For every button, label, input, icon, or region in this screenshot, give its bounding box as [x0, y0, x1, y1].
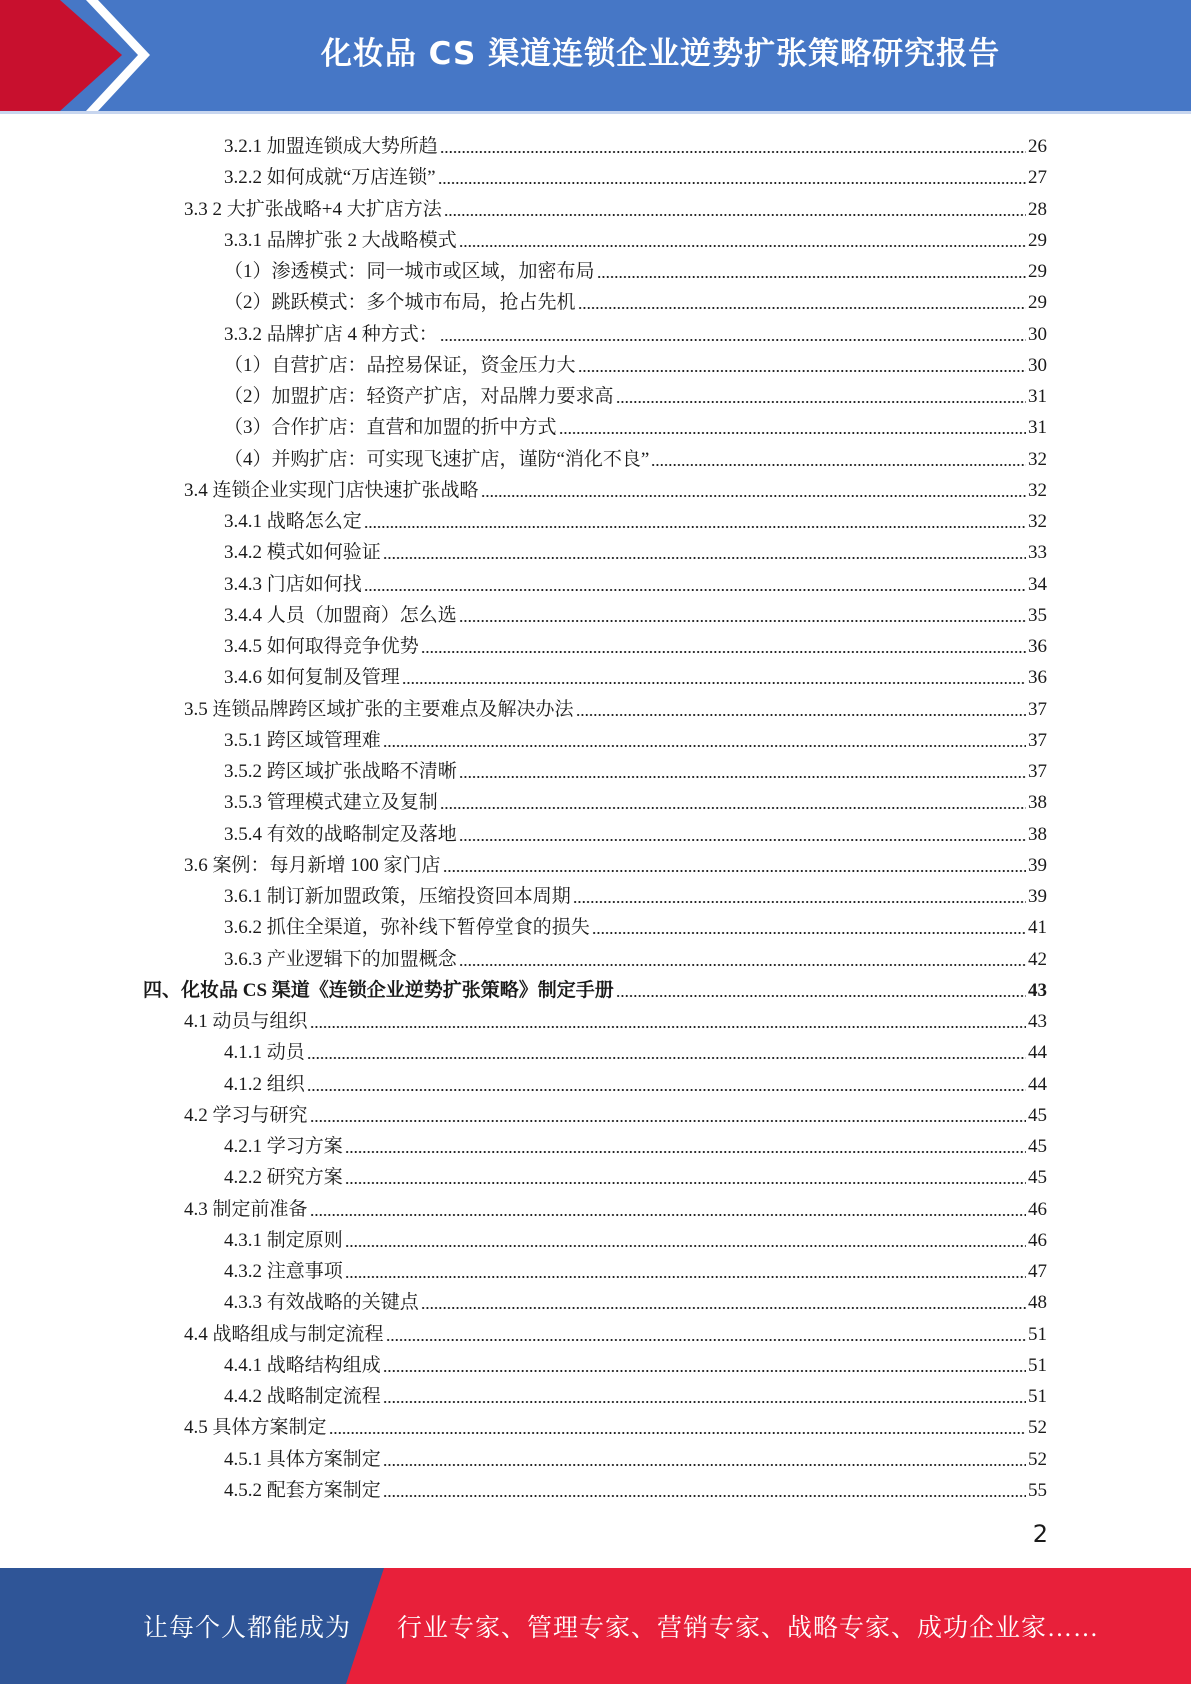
toc-entry[interactable]: [143, 971, 1047, 1002]
toc-entry[interactable]: [224, 1033, 1047, 1064]
toc-dot-leader: [307, 1056, 1026, 1060]
toc-dot-leader: [440, 150, 1026, 154]
toc-entry-page: 32: [1028, 448, 1047, 470]
toc-dot-leader: [481, 494, 1026, 498]
toc-entry-page: 36: [1028, 636, 1047, 657]
toc-dot-leader: [310, 1119, 1026, 1123]
toc-entry-page: 36: [1028, 667, 1047, 689]
toc-dot-leader: [440, 806, 1026, 810]
toc-entry-title: 3.3.2 品牌扩店 4 种方式：: [224, 323, 438, 345]
page-header: [0, 0, 1191, 114]
toc-dot-leader: [307, 1088, 1026, 1092]
toc-entry-title: 3.2.2 如何成就“万店连锁”: [224, 167, 436, 189]
toc-entry-title: 4.5 具体方案制定: [184, 1417, 327, 1439]
toc-dot-leader: [592, 931, 1026, 935]
toc-entry[interactable]: [184, 1408, 1047, 1439]
toc-entry-title: 4.5.2 配套方案制定: [224, 1479, 381, 1501]
toc-entry[interactable]: [184, 190, 1047, 221]
toc-dot-leader: [578, 369, 1026, 373]
toc-entry-page: 41: [1028, 917, 1047, 939]
toc-entry[interactable]: [224, 1440, 1047, 1471]
toc-entry[interactable]: [224, 1283, 1047, 1314]
toc-entry-title: 4.2.1 学习方案: [224, 1136, 343, 1157]
footer-slogan-right: 行业专家、管理专家、营销专家、战略专家、成功企业家……: [397, 1615, 1100, 1642]
toc-entry-title: 3.5.3 管理模式建立及复制: [224, 792, 438, 814]
toc-entry-page: 45: [1028, 1104, 1047, 1126]
toc-entry[interactable]: [224, 627, 1047, 658]
toc-entry-title: 4.1.1 动员: [224, 1042, 305, 1064]
toc-entry-page: 39: [1028, 854, 1047, 876]
toc-entry-page: 28: [1028, 198, 1047, 220]
toc-entry-title: 4.2 学习与研究: [184, 1104, 308, 1126]
toc-entry-title: 3.4.6 如何复制及管理: [224, 667, 400, 689]
toc-entry[interactable]: [224, 1065, 1047, 1096]
toc-entry-page: 44: [1028, 1042, 1047, 1064]
toc-dot-leader: [383, 1463, 1026, 1467]
toc-entry[interactable]: [224, 783, 1047, 814]
toc-entry-title: 4.3.3 有效战略的关键点: [224, 1292, 419, 1314]
toc-entry-title: 4.1.2 组织: [224, 1073, 305, 1095]
toc-entry-page: 30: [1028, 354, 1047, 376]
toc-dot-leader: [576, 713, 1026, 717]
toc-entry-title: 3.5.4 有效的战略制定及落地: [224, 823, 457, 845]
toc-dot-leader: [459, 244, 1026, 248]
toc-dot-leader: [329, 1431, 1026, 1435]
toc-entry[interactable]: [224, 127, 1047, 158]
toc-dot-leader: [559, 431, 1026, 435]
toc-entry-title: 3.3 2 大扩张战略+4 大扩店方法: [184, 198, 442, 220]
document-title: 化妆品 CS 渠道连锁企业逆势扩张策略研究报告: [320, 35, 1001, 72]
toc-entry-page: 37: [1028, 698, 1047, 720]
toc-entry[interactable]: [224, 283, 1047, 314]
page-number: 2: [1032, 1520, 1048, 1548]
toc-entry-page: 45: [1028, 1136, 1047, 1157]
toc-entry[interactable]: [224, 502, 1047, 533]
toc-entry-title: （4）并购扩店：可实现飞速扩店，谨防“消化不良”: [224, 448, 650, 470]
toc-dot-leader: [421, 650, 1026, 654]
toc-entry-title: 3.3.1 品牌扩张 2 大战略模式: [224, 229, 457, 251]
toc-dot-leader: [443, 869, 1026, 873]
toc-dot-leader: [459, 619, 1026, 623]
toc-entry-page: 33: [1028, 542, 1047, 564]
toc-dot-leader: [459, 775, 1026, 779]
toc-entry-page: 42: [1028, 948, 1047, 970]
toc-entry-title: 3.5.2 跨区域扩张战略不清晰: [224, 761, 457, 782]
toc-entry-title: 3.6 案例：每月新增 100 家门店: [184, 854, 441, 876]
toc-entry[interactable]: [224, 1377, 1047, 1408]
toc-dot-leader: [345, 1150, 1026, 1154]
toc-entry-title: （1）渗透模式：同一城市或区域，加密布局: [224, 261, 595, 282]
toc-entry[interactable]: [184, 1002, 1047, 1033]
toc-entry-title: 4.4 战略组成与制定流程: [184, 1323, 384, 1345]
toc-entry-title: 4.2.2 研究方案: [224, 1167, 343, 1189]
toc-entry[interactable]: [224, 1221, 1047, 1252]
toc-dot-leader: [651, 463, 1026, 467]
toc-entry-page: 45: [1028, 1167, 1047, 1189]
toc-entry-title: 3.6.2 抓住全渠道，弥补线下暂停堂食的损失: [224, 917, 590, 939]
toc-entry-page: 32: [1028, 479, 1047, 501]
toc-entry[interactable]: [224, 377, 1047, 408]
toc-entry-title: 4.4.1 战略结构组成: [224, 1354, 381, 1376]
toc-entry-page: 35: [1028, 604, 1047, 626]
toc-dot-leader: [597, 275, 1026, 279]
toc-entry-title: 3.4.4 人员（加盟商）怎么选: [224, 604, 457, 626]
toc-entry-page: 48: [1028, 1292, 1047, 1314]
toc-dot-leader: [383, 556, 1026, 560]
toc-entry[interactable]: [224, 752, 1047, 783]
toc-dot-leader: [440, 338, 1026, 342]
toc-entry-page: 46: [1028, 1229, 1047, 1251]
toc-entry-page: 39: [1028, 886, 1047, 907]
toc-dot-leader: [438, 181, 1026, 185]
toc-entry[interactable]: [224, 408, 1047, 439]
toc-entry[interactable]: [224, 1346, 1047, 1377]
toc-entry-page: 26: [1028, 136, 1047, 157]
toc-entry-title: 3.4.1 战略怎么定: [224, 511, 362, 532]
toc-entry[interactable]: [184, 1315, 1047, 1346]
toc-entry-page: 30: [1028, 323, 1047, 345]
toc-entry-page: 29: [1028, 261, 1047, 282]
toc-entry-title: 4.1 动员与组织: [184, 1011, 308, 1032]
toc-dot-leader: [578, 306, 1026, 310]
toc-entry-title: 3.6.3 产业逻辑下的加盟概念: [224, 948, 457, 970]
toc-entry[interactable]: [224, 1127, 1047, 1158]
toc-entry[interactable]: [184, 690, 1047, 721]
toc-entry-page: 51: [1028, 1354, 1047, 1376]
toc-entry[interactable]: [224, 658, 1047, 689]
toc-dot-leader: [383, 1369, 1026, 1373]
toc-entry[interactable]: [224, 158, 1047, 189]
toc-entry-page: 37: [1028, 729, 1047, 751]
toc-entry[interactable]: [224, 1158, 1047, 1189]
toc-entry[interactable]: [224, 877, 1047, 908]
toc-dot-leader: [364, 588, 1026, 592]
toc-entry-page: 52: [1028, 1448, 1047, 1470]
footer-slogan-left: 让每个人都能成为: [143, 1615, 352, 1642]
toc-entry-title: 四、化妆品 CS 渠道《连锁企业逆势扩张策略》制定手册: [143, 979, 614, 1001]
toc-dot-leader: [364, 525, 1026, 529]
toc-entry[interactable]: [224, 565, 1047, 596]
toc-entry[interactable]: [184, 846, 1047, 877]
toc-entry-title: 3.2.1 加盟连锁成大势所趋: [224, 136, 438, 157]
toc-entry[interactable]: [184, 1096, 1047, 1127]
toc-entry-title: 4.3.2 注意事项: [224, 1261, 343, 1282]
toc-entry-title: 3.4.3 门店如何找: [224, 573, 362, 595]
toc-entry-title: 3.4 连锁企业实现门店快速扩张战略: [184, 479, 479, 501]
toc-entry-page: 52: [1028, 1417, 1047, 1439]
toc-entry-title: 3.5.1 跨区域管理难: [224, 729, 381, 751]
toc-entry-page: 51: [1028, 1386, 1047, 1407]
toc-entry-page: 29: [1028, 292, 1047, 314]
header-arrow-graphic: [0, 0, 160, 111]
toc-entry[interactable]: [224, 721, 1047, 752]
toc-entry-title: 4.3 制定前准备: [184, 1198, 308, 1220]
toc-entry[interactable]: [224, 315, 1047, 346]
toc-entry-page: 38: [1028, 823, 1047, 845]
toc-entry-page: 27: [1028, 167, 1047, 189]
toc-entry[interactable]: [184, 1190, 1047, 1221]
toc-dot-leader: [345, 1181, 1026, 1185]
toc-entry[interactable]: [224, 908, 1047, 939]
toc-entry-title: 3.6.1 制订新加盟政策，压缩投资回本周期: [224, 886, 571, 907]
toc-dot-leader: [383, 744, 1026, 748]
toc-entry-title: 3.4.2 模式如何验证: [224, 542, 381, 564]
toc-entry-page: 47: [1028, 1261, 1047, 1282]
toc-dot-leader: [444, 213, 1026, 217]
toc-entry-page: 43: [1028, 1011, 1047, 1032]
toc-dot-leader: [383, 1494, 1026, 1498]
toc-entry-title: （1）自营扩店：品控易保证，资金压力大: [224, 354, 576, 376]
toc-entry-page: 37: [1028, 761, 1047, 782]
toc-dot-leader: [616, 994, 1026, 998]
toc-entry-page: 32: [1028, 511, 1047, 532]
toc-entry[interactable]: [224, 440, 1047, 471]
page-footer: [0, 1568, 1191, 1684]
toc-entry[interactable]: [224, 533, 1047, 564]
toc-entry[interactable]: [184, 471, 1047, 502]
toc-dot-leader: [345, 1275, 1026, 1279]
toc-entry-page: 38: [1028, 792, 1047, 814]
toc-entry-page: 29: [1028, 229, 1047, 251]
toc-entry-title: 3.4.5 如何取得竞争优势: [224, 636, 419, 657]
toc-entry[interactable]: [224, 346, 1047, 377]
toc-dot-leader: [459, 838, 1026, 842]
toc-entry-page: 55: [1028, 1479, 1047, 1501]
toc-entry-page: 44: [1028, 1073, 1047, 1095]
toc-dot-leader: [386, 1338, 1026, 1342]
toc-entry-title: （2）跳跃模式：多个城市布局，抢占先机: [224, 292, 576, 314]
toc-entry[interactable]: [224, 1252, 1047, 1283]
toc-entry[interactable]: [224, 252, 1047, 283]
toc-entry-page: 31: [1028, 417, 1047, 439]
toc-entry-title: 3.5 连锁品牌跨区域扩张的主要难点及解决办法: [184, 698, 574, 720]
toc-entry-title: 4.4.2 战略制定流程: [224, 1386, 381, 1407]
toc-entry-page: 43: [1028, 979, 1047, 1001]
toc-entry-page: 34: [1028, 573, 1047, 595]
toc-entry[interactable]: [224, 221, 1047, 252]
toc-dot-leader: [310, 1213, 1026, 1217]
toc-dot-leader: [573, 900, 1026, 904]
toc-dot-leader: [310, 1025, 1026, 1029]
toc-dot-leader: [616, 400, 1026, 404]
toc-dot-leader: [402, 681, 1026, 685]
toc-dot-leader: [383, 1400, 1026, 1404]
toc-entry-title: 4.5.1 具体方案制定: [224, 1448, 381, 1470]
toc-entry-title: 4.3.1 制定原则: [224, 1229, 343, 1251]
toc-dot-leader: [345, 1244, 1026, 1248]
toc-dot-leader: [421, 1306, 1026, 1310]
toc-entry[interactable]: [224, 596, 1047, 627]
toc-entry[interactable]: [224, 940, 1047, 971]
toc-entry-page: 51: [1028, 1323, 1047, 1345]
toc-entry-title: （2）加盟扩店：轻资产扩店，对品牌力要求高: [224, 386, 614, 407]
toc-entry[interactable]: [224, 815, 1047, 846]
toc-entry-page: 31: [1028, 386, 1047, 407]
toc-entry[interactable]: [224, 1471, 1047, 1502]
toc-entry-title: （3）合作扩店：直营和加盟的折中方式: [224, 417, 557, 439]
toc-dot-leader: [459, 963, 1026, 967]
toc-entry-page: 46: [1028, 1198, 1047, 1220]
